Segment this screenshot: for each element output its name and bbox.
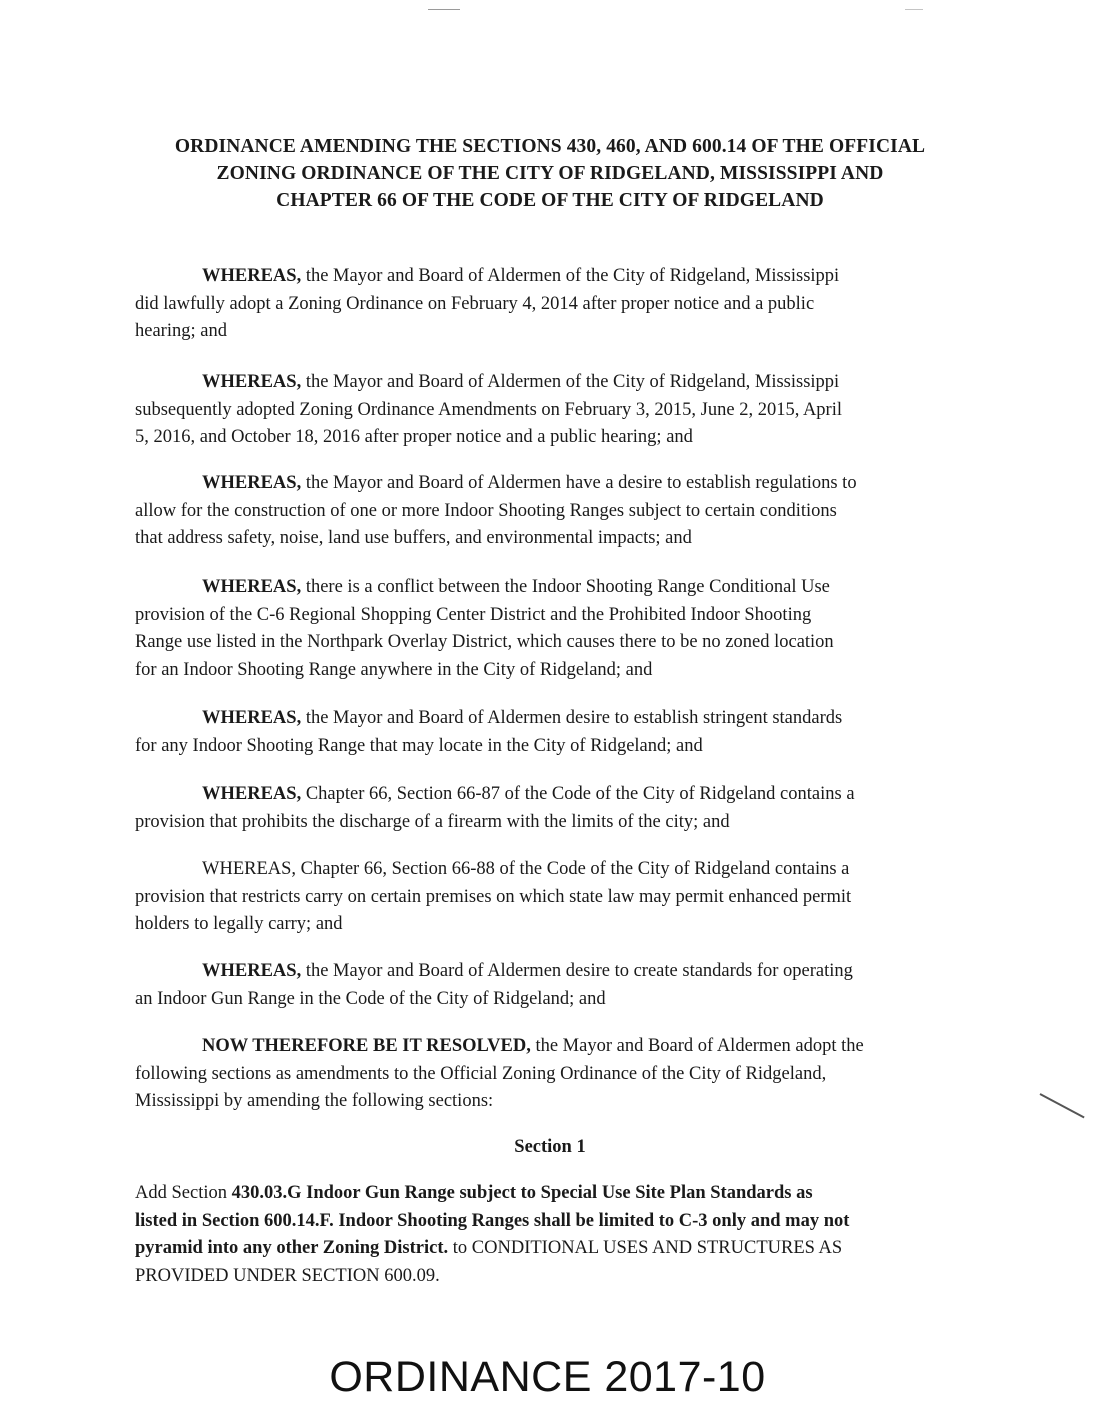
whereas-paragraph-7: WHEREAS, Chapter 66, Section 66-88 of the Code of the City of Ridgeland contains a provision that restricts carry on certain premises on which state law may permit enhanced permit holders to legally carry; and	[135, 859, 852, 934]
whereas-lead: WHEREAS,	[202, 577, 302, 597]
whereas-paragraph-1: WHEREAS, the Mayor and Board of Aldermen of the City of Ridgeland, Mississippi did lawfully adopt a Zoning Ordinance on February 4, 2014 after proper notice and a public hearing; and	[135, 266, 840, 341]
section-1-body: Add Section 430.03.G Indoor Gun Range subject to Special Use Site Plan Standards as listed in Section 600.14.F. Indoor Shooting Ranges shall be limited to C-3 only and may not pyramid into any other Zoning District. to CONDITIONAL USES AND STRUCTURES AS PROVIDED UNDER SECTION 600.09.	[135, 1183, 850, 1286]
whereas-paragraph-6: WHEREAS, Chapter 66, Section 66-87 of the Code of the City of Ridgeland contains a provision that prohibits the discharge of a firearm with the limits of the city; and	[135, 784, 855, 832]
whereas-lead: WHEREAS,	[202, 266, 302, 286]
scan-artifact-mark	[905, 9, 923, 10]
whereas-paragraph-5: WHEREAS, the Mayor and Board of Aldermen desire to establish stringent standards for any Indoor Shooting Range that may locate in the City of Ridgeland; and	[135, 708, 843, 756]
ordinance-number-label: ORDINANCE 2017-10	[329, 1353, 766, 1401]
margin-pen-stroke	[1040, 1093, 1085, 1118]
whereas-lead: WHEREAS,	[202, 961, 302, 981]
whereas-paragraph-2: WHEREAS, the Mayor and Board of Aldermen of the City of Ridgeland, Mississippi subsequently adopted Zoning Ordinance Amendments on February 3, 2015, June 2, 2015, April 5, 2016, and October 18, 2016 after proper notice and a public hearing; and	[135, 372, 843, 447]
title-line: ORDINANCE AMENDING THE SECTIONS 430, 460, AND 600.14 OF THE OFFICIAL	[174, 136, 926, 157]
whereas-lead: WHEREAS,	[202, 372, 302, 392]
whereas-paragraph-4: WHEREAS, there is a conflict between the Indoor Shooting Range Conditional Use provision of the C-6 Regional Shopping Center District and the Prohibited Indoor Shooting Range use listed in the Northpark Overlay District, which causes there to be no zoned location for an Indoor Shooting Range anywhere in the City of Ridgeland; and	[135, 577, 834, 680]
resolved-paragraph: NOW THEREFORE BE IT RESOLVED, the Mayor and Board of Aldermen adopt the following sections as amendments to the Official Zoning Ordinance of the City of Ridgeland, Mississippi by amending the following sections:	[135, 1036, 864, 1111]
resolved-lead: NOW THEREFORE BE IT RESOLVED,	[202, 1036, 531, 1056]
scan-artifact-mark	[428, 9, 460, 10]
title-line: CHAPTER 66 OF THE CODE OF THE CITY OF RIDGELAND	[276, 190, 824, 211]
ordinance-title	[120, 133, 980, 214]
whereas-paragraph-8: WHEREAS, the Mayor and Board of Aldermen desire to create standards for operating an Indoor Gun Range in the Code of the City of Ridgeland; and	[135, 961, 853, 1009]
whereas-lead: WHEREAS,	[202, 784, 302, 804]
whereas-lead: WHEREAS,	[202, 708, 302, 728]
section-heading: Section 1	[514, 1137, 586, 1157]
whereas-lead: WHEREAS,	[202, 473, 302, 493]
whereas-paragraph-3: WHEREAS, the Mayor and Board of Aldermen have a desire to establish regulations to allow for the construction of one or more Indoor Shooting Ranges subject to certain conditions that address safety, noise, land use buffers, and environmental impacts; and	[135, 473, 857, 548]
title-line: ZONING ORDINANCE OF THE CITY OF RIDGELAND, MISSISSIPPI AND	[216, 163, 884, 184]
